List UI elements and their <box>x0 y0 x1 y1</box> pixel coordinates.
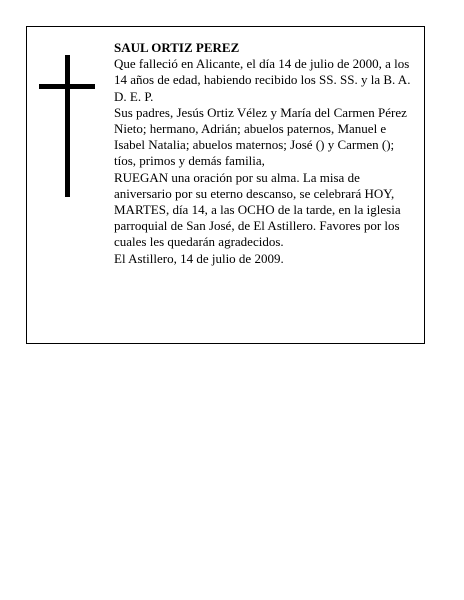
place-date: El Astillero, 14 de julio de 2009. <box>114 250 284 266</box>
deceased-name: SAUL ORTIZ PEREZ <box>114 40 240 55</box>
obituary-notice <box>26 26 425 344</box>
mass-announcement: RUEGAN una oración por su alma. La misa de aniversario por su eterno descanso, se celebrará HOY, MARTES, día 14, a las OCHO de la tarde, en la iglesia parroquial de San José, de El Astillero. Favores por los cuales les quedarán agradecidos. <box>114 169 401 250</box>
cross-horizontal-bar <box>39 84 95 89</box>
rip-line: D. E. P. <box>114 88 154 104</box>
cross-vertical-bar <box>65 55 70 197</box>
death-details: Que falleció en Alicante, el día 14 de julio de 2000, a los 14 años de edad, habiendo recibido los SS. SS. y la B. A. <box>114 56 411 88</box>
obituary-text <box>114 40 418 267</box>
family-list: Sus padres, Jesús Ortiz Vélez y María del Carmen Pérez Nieto; hermano, Adrián; abuelos paternos, Manuel e Isabel Natalia; abuelos maternos; José () y Carmen (); tíos, primos y demás familia, <box>114 104 407 169</box>
cross-icon <box>39 55 95 197</box>
